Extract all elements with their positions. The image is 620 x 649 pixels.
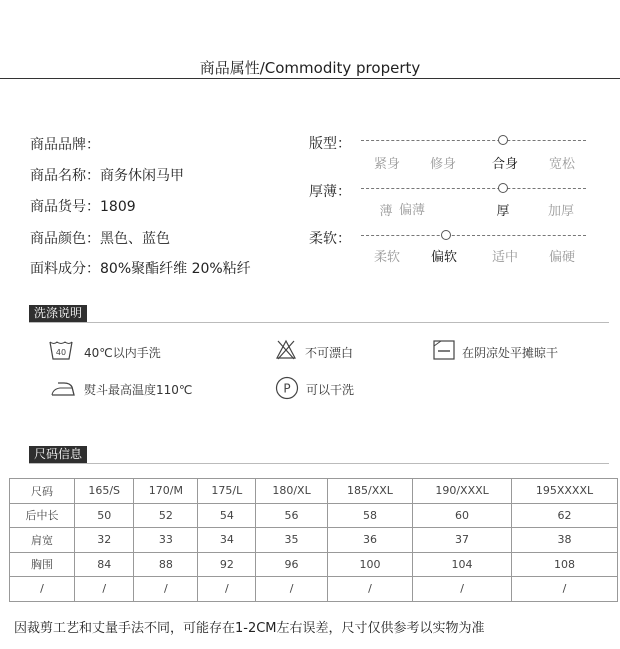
thickness-option: 偏薄	[398, 203, 426, 218]
fit-option: 紧身	[373, 157, 401, 172]
table-cell: 62	[512, 503, 618, 528]
wash-temp-text: 40	[55, 348, 67, 357]
dry-flat-shade-icon	[433, 340, 455, 360]
softness-scale-label: 柔软：	[309, 231, 351, 247]
table-row-header: 胸围	[10, 552, 75, 577]
size-table	[9, 478, 618, 602]
no-bleach-icon	[275, 339, 297, 361]
table-header-cell: 170/M	[134, 479, 198, 504]
size-section-divider	[29, 463, 609, 464]
table-cell: 37	[413, 528, 512, 553]
table-cell: 38	[512, 528, 618, 553]
table-header-cell: 190/XXXL	[413, 479, 512, 504]
title-divider	[0, 78, 620, 79]
table-header-cell: 195XXXXL	[512, 479, 618, 504]
attribute-label: 商品货号：	[30, 199, 100, 215]
table-cell: /	[413, 577, 512, 602]
table-cell: 58	[327, 503, 412, 528]
care-iron-text: 熨斗最高温度110℃	[84, 383, 193, 397]
attribute-item-number	[30, 196, 136, 216]
table-cell: 54	[198, 503, 256, 528]
size-section-title: 尺码信息	[29, 446, 87, 463]
thickness-option-selected: 厚	[496, 204, 510, 219]
fit-option: 宽松	[548, 157, 576, 172]
table-header-cell: 尺码	[10, 479, 75, 504]
fit-option: 修身	[429, 157, 457, 172]
table-cell: 34	[198, 528, 256, 553]
attribute-value: 商务休闲马甲	[100, 168, 184, 184]
table-header-cell: 185/XXL	[327, 479, 412, 504]
softness-option: 偏硬	[548, 250, 576, 265]
care-dryclean-text: 可以干洗	[306, 383, 355, 397]
table-cell: 96	[256, 552, 328, 577]
table-header-cell: 165/S	[75, 479, 134, 504]
table-row	[10, 552, 618, 577]
table-header-row	[10, 479, 618, 504]
table-cell: 84	[75, 552, 134, 577]
thickness-scale-label: 厚薄：	[309, 184, 351, 200]
attribute-brand	[30, 134, 100, 154]
attribute-color	[30, 228, 170, 248]
thickness-option: 加厚	[547, 204, 575, 219]
table-cell: 88	[134, 552, 198, 577]
table-cell: /	[198, 577, 256, 602]
table-cell: 108	[512, 552, 618, 577]
attribute-label: 商品品牌：	[30, 137, 100, 153]
table-cell: 50	[75, 503, 134, 528]
care-dry-text: 在阴凉处平摊晾干	[462, 346, 559, 360]
size-footnote: 因裁剪工艺和丈量手法不同，可能存在1-2CM左右误差，尺寸仅供参考以实物为准	[14, 621, 485, 636]
table-cell: 35	[256, 528, 328, 553]
attribute-value: 1809	[100, 199, 136, 215]
attribute-fabric	[30, 258, 251, 278]
fit-scale-marker	[498, 135, 508, 145]
table-cell: 33	[134, 528, 198, 553]
table-cell: 100	[327, 552, 412, 577]
table-cell: /	[134, 577, 198, 602]
table-cell: 36	[327, 528, 412, 553]
table-cell: 52	[134, 503, 198, 528]
table-cell: 60	[413, 503, 512, 528]
fit-scale-label: 版型：	[309, 136, 351, 152]
table-row-header: /	[10, 577, 75, 602]
thickness-option: 薄	[379, 204, 393, 219]
table-row-header: 肩宽	[10, 528, 75, 553]
attribute-label: 商品颜色：	[30, 231, 100, 247]
table-cell: 56	[256, 503, 328, 528]
table-cell: /	[327, 577, 412, 602]
care-section-title: 洗涤说明	[29, 305, 87, 322]
table-cell: /	[75, 577, 134, 602]
dry-clean-icon	[275, 376, 299, 400]
thickness-scale-line	[361, 188, 586, 189]
dry-clean-letter: P	[283, 381, 291, 396]
table-cell: 104	[413, 552, 512, 577]
attribute-value: 黑色、蓝色	[100, 231, 170, 247]
table-cell: /	[512, 577, 618, 602]
table-cell: 92	[198, 552, 256, 577]
attribute-name	[30, 165, 184, 185]
softness-scale-marker	[441, 230, 451, 240]
table-row	[10, 503, 618, 528]
softness-option-selected: 偏软	[430, 250, 458, 265]
softness-option: 柔软	[373, 250, 401, 265]
softness-scale-line	[361, 235, 586, 236]
care-bleach-text: 不可漂白	[305, 346, 354, 360]
care-wash-text: 40℃以内手洗	[84, 346, 161, 360]
iron-icon	[50, 378, 76, 398]
table-cell: 32	[75, 528, 134, 553]
table-cell: /	[256, 577, 328, 602]
attribute-label: 面料成分：	[30, 261, 100, 277]
wash-40-icon	[48, 339, 74, 361]
attribute-label: 商品名称：	[30, 168, 100, 184]
fit-scale-line	[361, 140, 586, 141]
table-row	[10, 528, 618, 553]
table-row	[10, 577, 618, 602]
table-header-cell: 180/XL	[256, 479, 328, 504]
thickness-scale-marker	[498, 183, 508, 193]
attribute-value: 80%聚酯纤维 20%粘纤	[100, 261, 251, 277]
care-section-divider	[29, 322, 609, 323]
table-header-cell: 175/L	[198, 479, 256, 504]
softness-option: 适中	[491, 250, 519, 265]
table-row-header: 后中长	[10, 503, 75, 528]
fit-option-selected: 合身	[491, 157, 519, 172]
page-title: 商品属性/Commodity property	[199, 59, 421, 77]
